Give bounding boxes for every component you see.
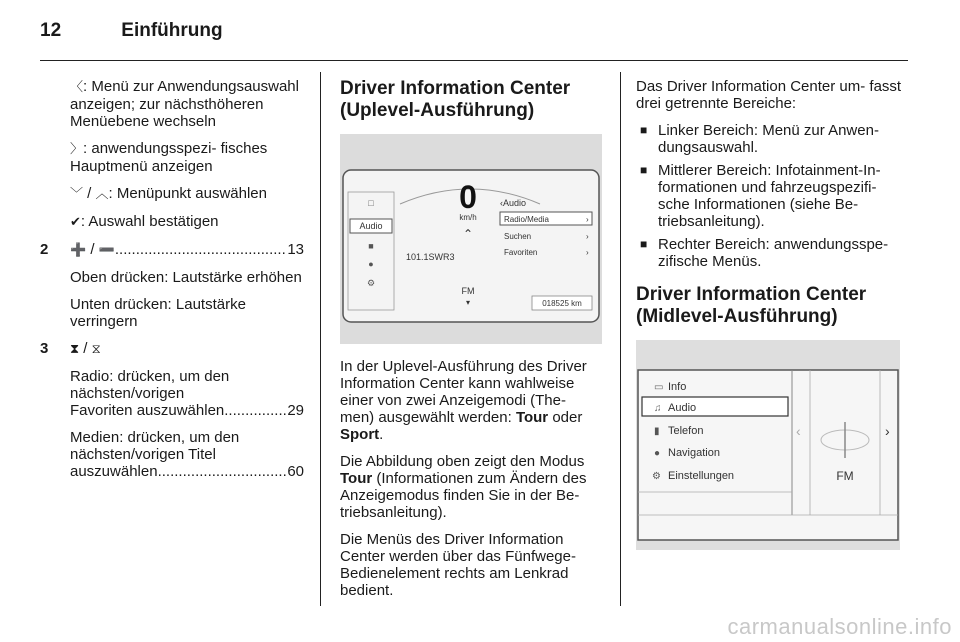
dic-menu-item-1: Suchen [504, 232, 532, 241]
svg-text:›: › [586, 248, 589, 257]
area-list [636, 122, 904, 270]
chevron-down-icon: ﹀ [70, 187, 84, 202]
header-rule [40, 60, 908, 61]
mid-menu-item-1: Audio [668, 402, 697, 414]
mid-band: FM [836, 469, 854, 483]
svg-text:⚙: ⚙ [652, 471, 661, 482]
page-title: Einführung [121, 20, 223, 41]
dic-odometer: 018525 km [542, 299, 582, 308]
volume-down-icon: ➖ [98, 243, 115, 258]
mid-menu-item-0: Info [668, 381, 687, 393]
middle-column [340, 78, 604, 609]
dic-station: 101.1SWR3 [406, 252, 455, 262]
dic-menu-item-2: Favoriten [504, 248, 538, 257]
svg-text:⚙: ⚙ [366, 278, 376, 288]
left-column [40, 78, 304, 490]
uplevel-screen [340, 134, 602, 344]
uplevel-dic-image [340, 134, 602, 344]
dic-band: FM [461, 286, 475, 296]
text-media: Medien: drücken, um den nächsten/vorigen Titel [70, 429, 240, 463]
item-volume: 2 ➕ / ➖ ..... 13 [70, 241, 304, 259]
svg-text:●: ● [654, 448, 661, 459]
dic-unit: km/h [459, 213, 477, 222]
svg-text:▭: ▭ [654, 382, 664, 393]
item-seek: 3 ⧗ / ⧖ [40, 340, 101, 357]
item-main-menu: 〉: anwendungsspezi- fisches Hauptmenü anzeigen [70, 140, 268, 175]
uplevel-para-1: In der Uplevel-Ausführung des Driver Information Center kann wahlweise einer von zwei Anzeigemodi (The- men) ausgewählt werden: Tour oder Sport. [340, 358, 587, 443]
uplevel-para-2: Die Abbildung oben zeigt den Modus Tour (Informationen zum Ändern des Anzeigemodus finden Sie in der Be- triebsanleitung). [340, 453, 587, 521]
text-radio-fav: Favoriten auszuwählen ..... 29 [70, 402, 304, 419]
svg-text:▾: ▾ [465, 298, 471, 307]
column-divider-1 [320, 72, 321, 606]
volume-up-icon: ➕ [70, 243, 87, 258]
right-intro: Das Driver Information Center um- fasst drei getrennte Bereiche: [636, 78, 902, 112]
item-select: ﹀ / ︿: Menüpunkt auswählen [70, 185, 267, 202]
svg-text:⌃: ⌃ [462, 227, 474, 241]
mid-menu-item-2: Telefon [668, 425, 704, 437]
mid-menu-item-3: Navigation [668, 447, 720, 459]
text-media-select: auszuwählen ..... 60 [70, 463, 304, 480]
svg-text:■: ■ [368, 241, 374, 251]
svg-text:›: › [586, 232, 589, 241]
svg-text:›: › [885, 423, 890, 439]
chevron-left-icon: 〈 [70, 80, 84, 95]
dic-speed: 0 [459, 179, 477, 215]
svg-text:♫: ♫ [654, 403, 662, 414]
item-back: 〈: Menü zur Anwendungsauswahl anzeigen; zur nächsthöheren Menüebene wechseln [70, 78, 299, 130]
text-radio: Radio: drücken, um den nächsten/vorigen [70, 368, 230, 402]
uplevel-para-3: Die Menüs des Driver Information Center werden über das Fünfwege- Bedienelement rechts am Lenkrad bedient. [340, 531, 576, 599]
svg-text:▮: ▮ [654, 426, 660, 437]
dic-menu-title: ‹Audio [500, 198, 527, 208]
list-item: ■ Mittlerer Bereich: Infotainment-In- formationen und fahrzeugspezifi- sche Informationen (siehe Be- triebsanleitung). [636, 162, 904, 230]
seek-down-icon: ⧖ [91, 342, 101, 357]
svg-text:●: ● [368, 259, 374, 269]
dic-menu-item-0: Radio/Media [504, 215, 549, 224]
page-header [40, 20, 223, 42]
mid-menu-item-4: Einstellungen [668, 470, 735, 482]
page-number: 12 [40, 20, 62, 41]
seek-up-icon: ⧗ [70, 342, 80, 357]
midlevel-screen [636, 340, 900, 550]
watermark: carmanualsonline.info [727, 614, 952, 639]
checkmark-icon: ✔ [70, 215, 81, 230]
list-item: ■ Rechter Bereich: anwendungsspe- zifische Menüs. [636, 236, 904, 270]
svg-text:‹: ‹ [796, 423, 801, 439]
svg-text:□: □ [368, 198, 374, 208]
text-vol-up: Oben drücken: Lautstärke erhöhen [70, 269, 302, 286]
column-divider-2 [620, 72, 621, 606]
chevron-up-icon: ︿ [95, 187, 109, 202]
uplevel-heading: Driver Information Center (Uplevel-Ausführung) [340, 78, 571, 121]
text-vol-down: Unten drücken: Lautstärke verringern [70, 296, 246, 330]
item-confirm: ✔: Auswahl bestätigen [70, 213, 219, 230]
list-item: ■ Linker Bereich: Menü zur Anwen- dungsauswahl. [636, 122, 904, 156]
midlevel-dic-image [636, 340, 900, 550]
svg-text:›: › [586, 215, 589, 224]
dic-left-audio: Audio [359, 221, 383, 231]
chevron-right-icon: 〉 [70, 142, 84, 157]
midlevel-heading: Driver Information Center (Midlevel-Ausführung) [636, 284, 867, 327]
right-column [636, 78, 904, 550]
